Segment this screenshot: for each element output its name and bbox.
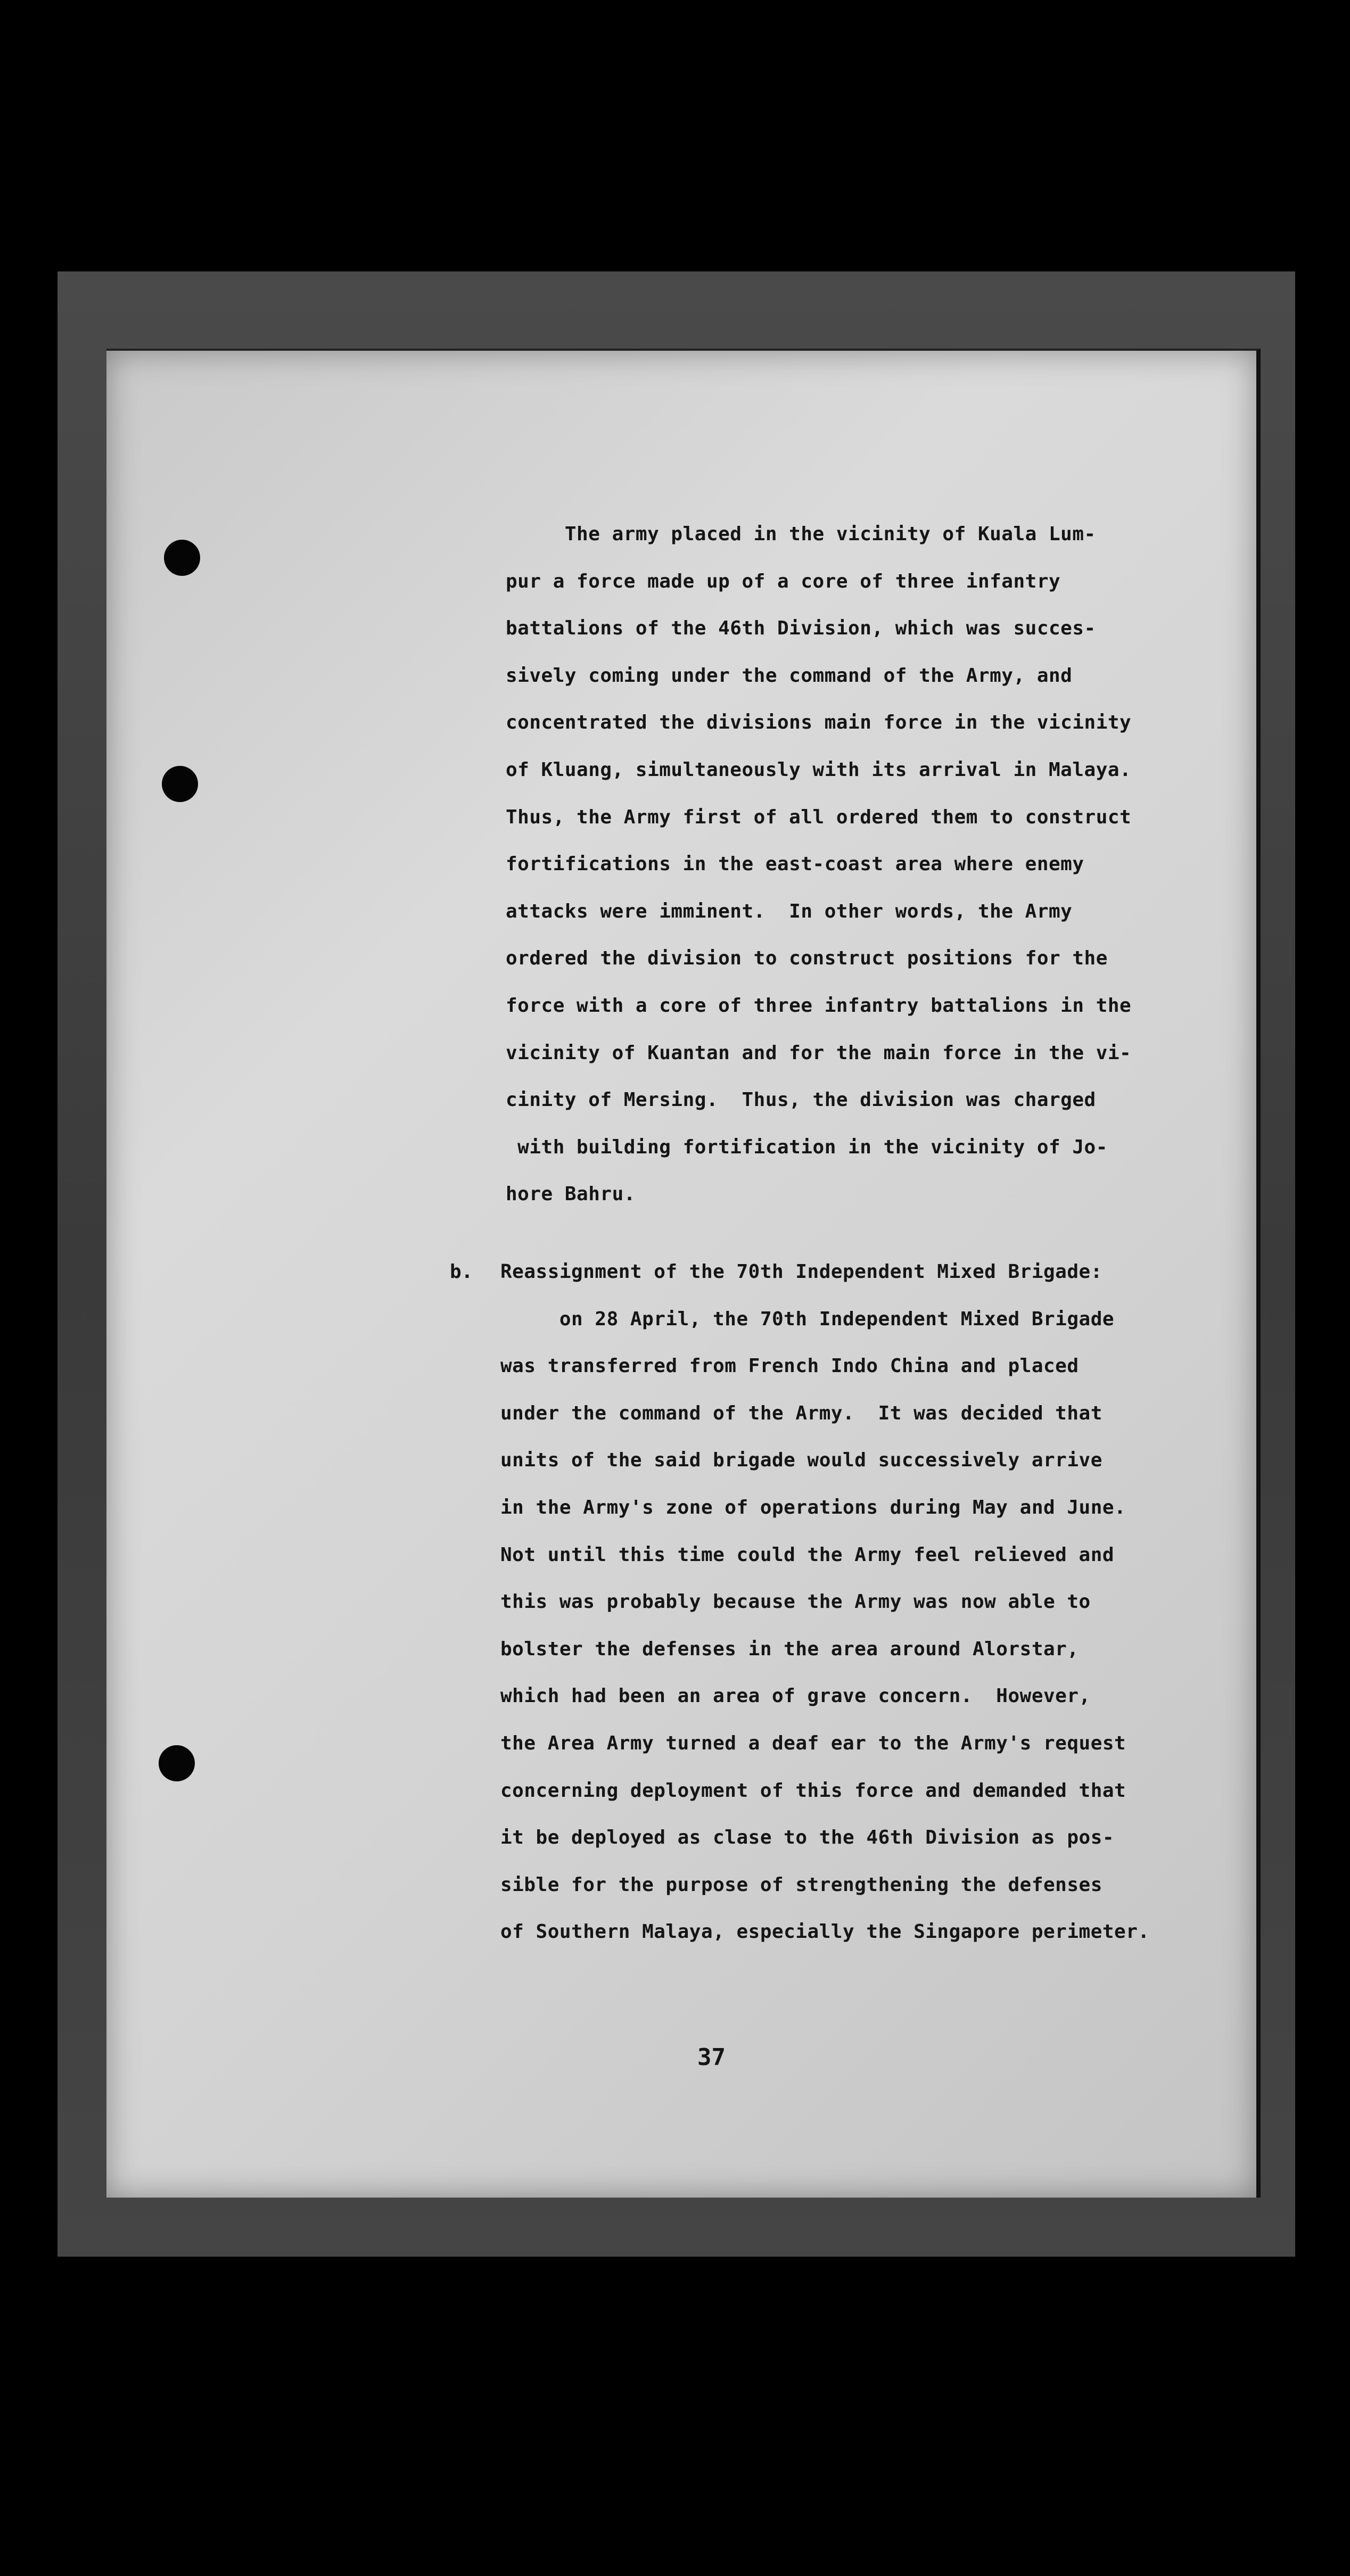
text-line: The army placed in the vicinity of Kuala Lum- — [506, 523, 1096, 545]
text-line: this was probably because the Army was now able to — [500, 1591, 1091, 1613]
text-line: in the Army's zone of operations during May and June. — [500, 1496, 1126, 1518]
text-line: vicinity of Kuantan and for the main force in the vi- — [506, 1042, 1132, 1064]
text-line: bolster the defenses in the area around Alorstar, — [500, 1638, 1079, 1660]
punch-hole-middle — [162, 766, 198, 802]
text-line: concentrated the divisions main force in the vicinity — [506, 712, 1132, 734]
text-line: Thus, the Army first of all ordered them to construct — [506, 806, 1132, 828]
text-line: sible for the purpose of strengthening the defenses — [500, 1873, 1102, 1896]
punch-hole-top — [164, 540, 200, 576]
page-number: 37 — [697, 2044, 726, 2071]
text-line: pur a force made up of a core of three infantry — [506, 570, 1061, 592]
text-line: on 28 April, the 70th Independent Mixed Brigade — [500, 1308, 1115, 1330]
text-line: ordered the division to construct positions for the — [506, 947, 1108, 970]
text-line: of Southern Malaya, especially the Singapore perimeter. — [500, 1921, 1150, 1943]
text-line: it be deployed as clase to the 46th Division as pos- — [500, 1827, 1115, 1849]
text-line: sively coming under the command of the Army, and — [506, 664, 1073, 687]
text-line: the Area Army turned a deaf ear to the Army's request — [500, 1732, 1126, 1754]
text-line: attacks were imminent. In other words, the Army — [506, 900, 1073, 922]
text-line: of Kluang, simultaneously with its arrival in Malaya. — [506, 758, 1132, 781]
text-line: under the command of the Army. It was decided that — [500, 1402, 1102, 1424]
text-line: Reassignment of the 70th Independent Mixed Brigade: — [500, 1261, 1102, 1283]
text-line: battalions of the 46th Division, which was succes- — [506, 617, 1096, 640]
text-line: hore Bahru. — [506, 1183, 636, 1206]
text-line: force with a core of three infantry battalions in the — [506, 994, 1132, 1017]
text-line: which had been an area of grave concern. However, — [500, 1685, 1091, 1707]
text-line: with building fortification in the vicinity of Jo- — [506, 1136, 1108, 1158]
section-b-paragraph — [500, 1249, 1150, 1956]
text-line: was transferred from French Indo China and placed — [500, 1355, 1079, 1377]
text-line: Not until this time could the Army feel relieved and — [500, 1543, 1115, 1566]
section-b-marker: b. — [450, 1261, 473, 1283]
text-line: units of the said brigade would successively arrive — [500, 1449, 1102, 1472]
punch-hole-bottom — [159, 1745, 195, 1781]
text-line: fortifications in the east-coast area where enemy — [506, 853, 1084, 876]
text-line: concerning deployment of this force and demanded that — [500, 1779, 1126, 1802]
paragraph-1 — [506, 511, 1131, 1218]
text-line: cinity of Mersing. Thus, the division was charged — [506, 1089, 1096, 1111]
